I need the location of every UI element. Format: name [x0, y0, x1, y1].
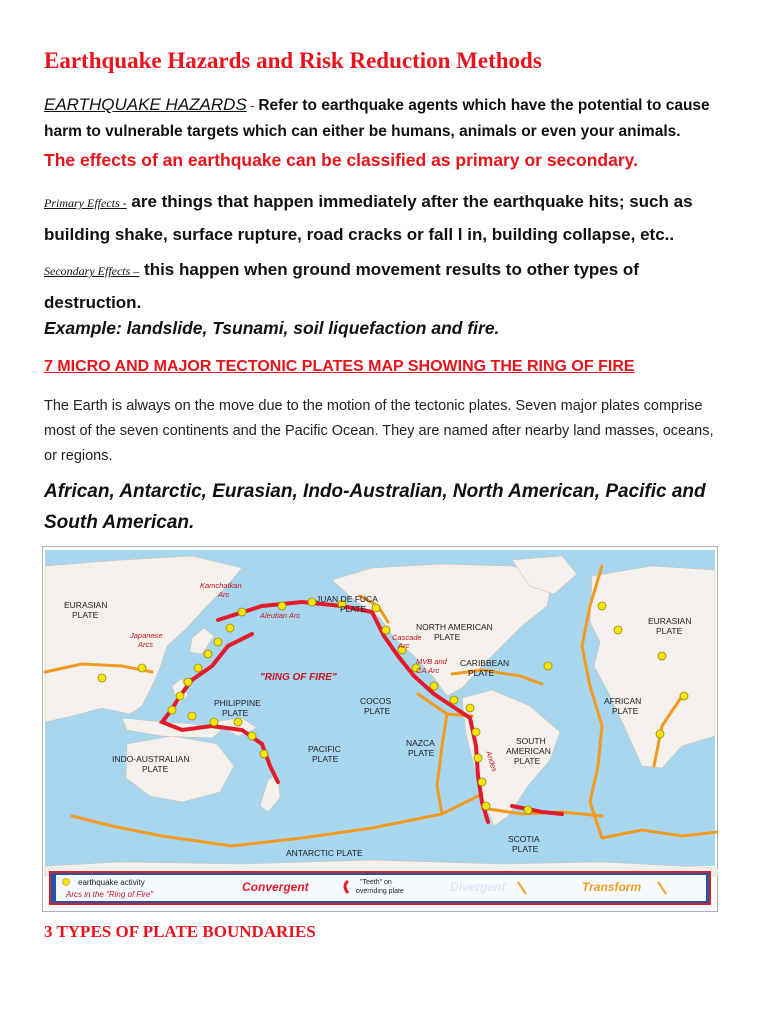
secondary-effects-paragraph: [44, 254, 734, 319]
label-eurasian-left-2: PLATE: [72, 610, 99, 620]
primary-effects-paragraph: [44, 186, 734, 251]
legend-teeth-2: overriding plate: [356, 888, 404, 895]
label-eurasian-left: EURASIAN: [64, 600, 108, 610]
label-cocos-2: PLATE: [364, 706, 391, 716]
label-north-american-2: PLATE: [434, 632, 461, 642]
label-cascade-2: Arc: [398, 641, 410, 650]
label-south-american-2: AMERICAN: [506, 746, 551, 756]
legend-arcs: Arcs in the "Ring of Fire": [66, 890, 154, 899]
label-indo-australian: INDO-AUSTRALIAN: [112, 754, 190, 764]
label-caribbean: CARIBBEAN: [460, 658, 510, 668]
label-juan-de-fuca: JUAN DE FUCA: [316, 594, 378, 604]
label-kamchatkan: Kamchatkan: [200, 581, 242, 590]
page-title: Earthquake Hazards and Risk Reduction Methods: [44, 48, 542, 73]
primary-effects-lead: Primary Effects -: [44, 196, 127, 210]
label-nazca-2: PLATE: [408, 748, 435, 758]
label-cascade: Cascade: [392, 633, 422, 642]
map-legend: [50, 872, 710, 904]
example-line: Example: landslide, Tsunami, soil liquefaction and fire.: [44, 318, 500, 338]
legend-quake-icon: [63, 879, 70, 886]
hazards-separator: -: [246, 98, 259, 113]
label-kamchatkan-2: Arc: [218, 590, 230, 599]
label-pacific: PACIFIC: [308, 744, 341, 754]
label-caribbean-2: PLATE: [468, 668, 495, 678]
plates-body: The Earth is always on the move due to the motion of the tectonic plates. Seven major plates comprise most of the seven continents and the Pacific Ocean. They are named after nearby land masses, oceans, or regions.: [44, 398, 714, 464]
label-andes: Andes: [484, 749, 500, 773]
secondary-effects-text: this happen when ground movement results to other types of destruction.: [44, 260, 639, 312]
label-south-american: SOUTH: [516, 736, 546, 746]
label-indo-australian-2: PLATE: [142, 764, 169, 774]
label-mvb: MVB and: [416, 657, 447, 666]
label-japanese: Japanese: [130, 631, 163, 640]
plates-list: African, Antarctic, Eurasian, Indo-Australian, North American, Pacific and South American.: [44, 481, 706, 533]
label-scotia: SCOTIA: [508, 834, 540, 844]
primary-effects-text: are things that happen immediately after the earthquake hits; such as building shake, surface rupture, road cracks or fall l in, building collapse, etc..: [44, 192, 693, 244]
ring-of-fire-map: [42, 546, 718, 912]
label-nazca: NAZCA: [406, 738, 435, 748]
label-antarctic: ANTARCTIC PLATE: [286, 848, 363, 858]
hazards-paragraph: [44, 92, 734, 145]
legend-divergent: Divergent: [450, 880, 506, 894]
plates-heading: 7 MICRO AND MAJOR TECTONIC PLATES MAP SHOWING THE RING OF FIRE: [44, 358, 635, 375]
hazards-text: Refer to earthquake agents which have the potential to cause harm to vulnerable targets which can either be humans, animals or even your animals.: [44, 97, 710, 140]
label-japanese-2: Arcs: [138, 640, 153, 649]
label-eurasian-right: EURASIAN: [648, 616, 692, 626]
legend-teeth: "Teeth" on: [360, 879, 392, 886]
label-cocos: COCOS: [360, 696, 392, 706]
label-philippine-2: PLATE: [222, 708, 249, 718]
label-pacific-2: PLATE: [312, 754, 339, 764]
legend-convergent: Convergent: [242, 880, 309, 894]
label-ring-of-fire: "RING OF FIRE": [260, 672, 337, 683]
label-eurasian-right-2: PLATE: [656, 626, 683, 636]
label-juan-de-fuca-2: PLATE: [340, 604, 367, 614]
boundaries-heading: 3 TYPES OF PLATE BOUNDARIES: [44, 922, 316, 941]
label-scotia-2: PLATE: [512, 844, 539, 854]
label-african: AFRICAN: [604, 696, 642, 706]
label-north-american: NORTH AMERICAN: [416, 622, 493, 632]
secondary-effects-lead: Secondary Effects –: [44, 264, 140, 278]
label-ca-arc: CA Arc: [416, 666, 440, 675]
label-aleutian: Aleutian Arc: [260, 611, 301, 620]
legend-transform: Transform: [582, 880, 642, 894]
label-philippine: PHILIPPINE: [214, 698, 261, 708]
effects-line: The effects of an earthquake can be classified as primary or secondary.: [44, 150, 638, 170]
hazards-lead: EARTHQUAKE HAZARDS: [44, 95, 247, 114]
label-african-2: PLATE: [612, 706, 639, 716]
legend-activity: earthquake activity: [78, 878, 145, 887]
label-south-american-3: PLATE: [514, 756, 541, 766]
